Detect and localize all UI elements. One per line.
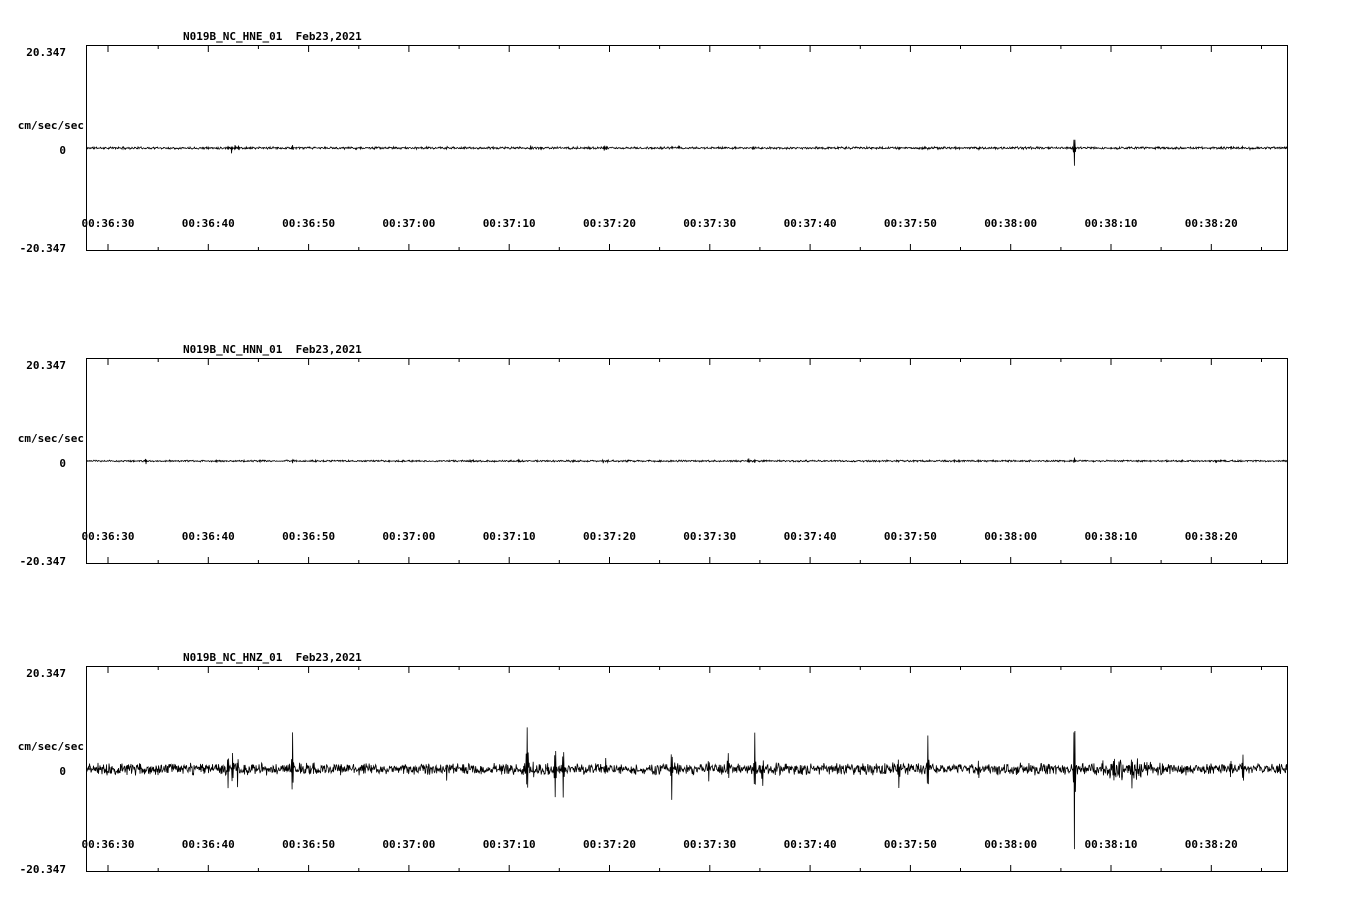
plot-title-2: N019B_NC_HNN_01 Feb23,2021	[183, 343, 362, 356]
x-tick-label: 00:38:20	[1184, 838, 1238, 851]
x-tick-label: 00:37:20	[583, 217, 636, 230]
x-tick-label: 00:36:40	[181, 217, 235, 230]
x-tick-label: 00:37:40	[783, 838, 837, 851]
y-axis-units-1: cm/sec/sec	[17, 119, 84, 132]
x-tick-label: 00:37:10	[482, 217, 536, 230]
y-tick-mid-3: 0	[59, 765, 66, 778]
x-tick-label: 00:37:50	[883, 838, 937, 851]
seismogram-panel-1	[0, 0, 1358, 300]
y-tick-top-1: 20.347	[26, 46, 66, 59]
plot-title-3: N019B_NC_HNZ_01 Feb23,2021	[183, 651, 362, 664]
x-tick-label: 00:37:50	[883, 530, 937, 543]
y-axis-units-2: cm/sec/sec	[17, 432, 84, 445]
seismogram-panel-2	[0, 305, 1358, 605]
x-tick-label: 00:37:20	[583, 530, 636, 543]
seismogram-panel-3	[0, 610, 1358, 924]
y-tick-top-3: 20.347	[26, 667, 66, 680]
x-tick-label: 00:38:20	[1184, 530, 1238, 543]
x-tick-label: 00:37:30	[683, 217, 737, 230]
x-tick-label: 00:38:10	[1084, 838, 1138, 851]
x-tick-label: 00:37:40	[783, 530, 837, 543]
x-tick-label: 00:38:00	[984, 530, 1038, 543]
y-tick-bottom-2: -20.347	[19, 555, 66, 568]
x-tick-label: 00:36:30	[81, 217, 135, 230]
x-tick-label: 00:36:30	[81, 530, 135, 543]
y-tick-mid-1: 0	[59, 144, 66, 157]
x-tick-label: 00:37:40	[783, 217, 837, 230]
y-tick-bottom-1: -20.347	[19, 242, 66, 255]
x-tick-label: 00:38:00	[984, 838, 1038, 851]
x-tick-label: 00:38:20	[1184, 217, 1238, 230]
x-tick-label: 00:37:00	[382, 838, 436, 851]
x-tick-label: 00:38:10	[1084, 217, 1138, 230]
x-tick-label: 00:38:00	[984, 217, 1038, 230]
x-tick-label: 00:37:10	[482, 838, 536, 851]
x-tick-label: 00:37:30	[683, 838, 737, 851]
x-tick-label: 00:37:00	[382, 530, 436, 543]
x-tick-label: 00:37:00	[382, 217, 436, 230]
x-tick-label: 00:36:50	[282, 838, 336, 851]
x-tick-label: 00:38:10	[1084, 530, 1138, 543]
x-tick-label: 00:37:30	[683, 530, 737, 543]
x-tick-label: 00:37:20	[583, 838, 636, 851]
y-tick-bottom-3: -20.347	[19, 863, 66, 876]
x-tick-label: 00:36:40	[181, 838, 235, 851]
x-tick-label: 00:37:10	[482, 530, 536, 543]
x-tick-label: 00:37:50	[883, 217, 937, 230]
plot-title-1: N019B_NC_HNE_01 Feb23,2021	[183, 30, 362, 43]
x-tick-label: 00:36:50	[282, 217, 336, 230]
x-tick-label: 00:36:30	[81, 838, 135, 851]
y-tick-mid-2: 0	[59, 457, 66, 470]
y-tick-top-2: 20.347	[26, 359, 66, 372]
y-axis-units-3: cm/sec/sec	[17, 740, 84, 753]
x-tick-label: 00:36:40	[181, 530, 235, 543]
x-tick-label: 00:36:50	[282, 530, 336, 543]
